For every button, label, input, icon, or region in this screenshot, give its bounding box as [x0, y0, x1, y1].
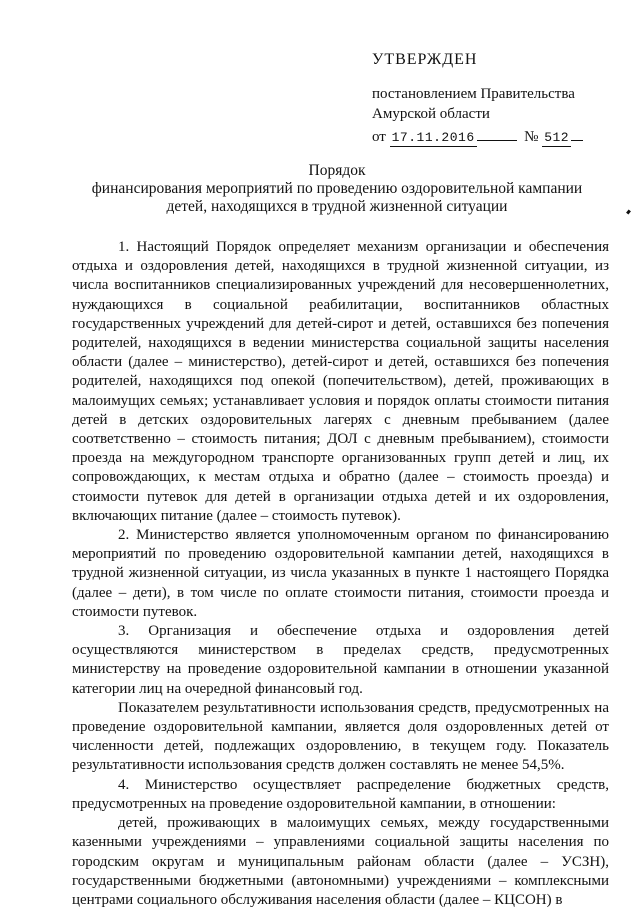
approval-date-line [372, 126, 622, 147]
scan-mark [626, 210, 631, 215]
approval-stamp [372, 50, 622, 147]
approval-date-underline [477, 126, 517, 141]
document-body [72, 238, 609, 910]
paragraph-6: детей, проживающих в малоимущих семьях, между государственными казенными учреждениями – управлениями социальной защиты населения по городским округам и муниципальным районам области (далее – УСЗН), государственными бюджетными (автономными) учреждениями – комплексными центрами социального обслуживания населения области (далее – КЦСОН) в [72, 815, 609, 908]
approval-from-label: от [372, 129, 386, 145]
document-title [70, 162, 604, 216]
approval-number-underline [571, 126, 583, 141]
paragraph-1: 1. Настоящий Порядок определяет механизм организации и обеспечения отдыха и оздоровления детей, находящихся в трудной жизненной ситуации, из числа воспитанников специализированных учреждений для несовершеннолетних, нуждающихся в социальной реабилитации, воспитанников областных государственных учреждений для детей-сирот и детей, оставшихся без попечения родителей, находящихся в ведении министерства социальной защиты населения области (далее – министерство), детей-сирот и детей, оставшихся без попечения родителей, находящихся под опекой (попечительством), детей, проживающих в малоимущих семьях; устанавливает условия и порядок оплаты стоимости питания детей в детских оздоровительных лагерях с дневным пребыванием (далее соответственно – стоимость питания; ДОЛ с дневным пребыванием), стоимости проезда на междугородном транспорте организованных групп детей и лиц, их сопровождающих, к местам отдыха и обратно (далее – стоимость проезда) и стоимости путевок для детей в организации отдыха детей и их оздоровления, включающих питание (далее – стоимость путевок). [72, 239, 609, 524]
approval-heading: УТВЕРЖДЕН [372, 51, 478, 68]
approval-number: 512 [544, 130, 570, 145]
title-line-1: Порядок [308, 162, 366, 179]
title-line-2: финансирования мероприятий по проведению оздоровительной кампании [91, 180, 583, 197]
approval-number-label: № [524, 129, 539, 145]
approval-line-1: постановлением Правительства [372, 86, 575, 102]
approval-line-2: Амурской области [372, 106, 490, 122]
paragraph-2: 2. Министерство является уполномоченным органом по финансированию мероприятий по проведению оздоровительной кампании детей, находящихся в трудной жизненной ситуации, из числа указанных в пункте 1 настоящего Порядка (далее – дети), в том числе по оплате стоимости питания, стоимости проезда и стоимости путевок. [72, 527, 609, 620]
paragraph-5: 4. Министерство осуществляет распределение бюджетных средств, предусмотренных на проведение оздоровительной кампании, в отношении: [72, 776, 609, 812]
paragraph-3: 3. Организация и обеспечение отдыха и оздоровления детей осуществляются министерством в пределах средств, предусмотренных министерству на проведение оздоровительной кампании в отношении указанной категории лиц на очередной финансовый год. [72, 623, 609, 697]
title-line-3: детей, находящихся в трудной жизненной ситуации [166, 198, 508, 215]
approval-date: 17.11.2016 [391, 130, 475, 145]
paragraph-4: Показателем результативности использования средств, предусмотренных на проведение оздоровительной кампании, является доля оздоровленных детей от численности детей, подлежащих оздоровлению, в текущем году. Показатель результативности использования средств должен составлять не менее 54,5%. [72, 699, 609, 774]
